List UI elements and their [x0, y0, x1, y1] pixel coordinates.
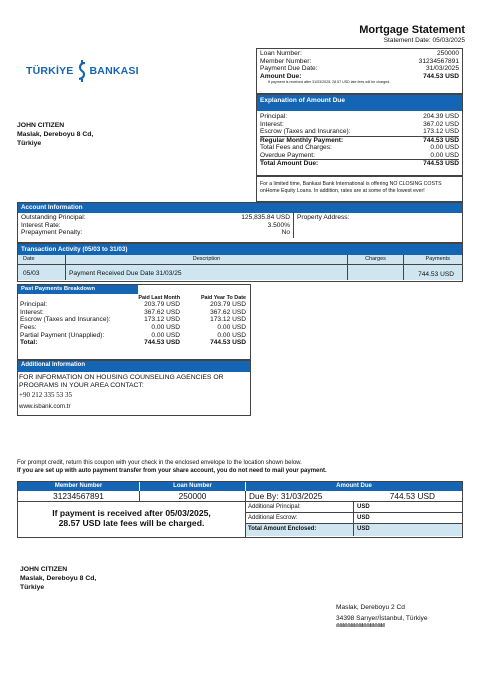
- add-escrow-input[interactable]: USD: [353, 513, 453, 523]
- pp-partial-last: 0.00 USD: [151, 331, 180, 339]
- bank-logo: TÜRKİYE BANKASI: [26, 60, 139, 82]
- coupon-due-by: Due By: 31/03/2025: [249, 491, 323, 501]
- return-address: [336, 603, 428, 629]
- mail-address-line2: Türkiye: [20, 584, 45, 592]
- coupon-late-warning-1: If payment is received after 05/03/2025,: [52, 508, 211, 518]
- acct-principal-value: 125,835.84 USD: [241, 214, 290, 221]
- additional-info-box: [17, 360, 251, 416]
- counseling-phone: +90 212 335 53 35: [19, 391, 72, 400]
- borrower-address-line2: Türkiye: [17, 140, 42, 148]
- statement-date: Statement Date: 05/03/2025: [383, 37, 465, 44]
- account-info-box: [17, 202, 463, 243]
- exp-total-label: Total Amount Due:: [260, 160, 319, 168]
- additional-info-header: Additional Information: [18, 361, 250, 372]
- loan-number-value: 250000: [436, 50, 459, 57]
- exp-escrow-value: 173.12 USD: [423, 128, 459, 136]
- postal-barcode: ıllıllıllıllıllıllıllıllıllıllıllıllıllıllıllıllıllıll: [336, 623, 385, 630]
- bank-website[interactable]: www.isbank.com.tr: [19, 402, 71, 410]
- coupon-amount: 744.53 USD: [389, 491, 435, 501]
- transaction-header: Transaction Activity (05/03 to 31/03): [18, 244, 462, 255]
- col-payments-header: Payments: [425, 256, 450, 262]
- coupon-loan-number: 250000: [140, 491, 246, 501]
- loan-info-box: [256, 48, 463, 94]
- borrower-address: [17, 121, 93, 149]
- exp-principal-label: Principal:: [260, 113, 288, 120]
- pp-fees-label: Fees:: [20, 323, 37, 331]
- pp-interest-last: 367.62 USD: [144, 308, 180, 316]
- exp-escrow-label: Escrow (Taxes and Insurance):: [260, 128, 351, 136]
- exp-fees-label: Total Fees and Charges:: [260, 144, 332, 152]
- past-payments-box: [17, 284, 251, 360]
- member-number-label: Member Number:: [260, 57, 312, 65]
- counseling-text-2: PROGRAMS IN YOUR AREA CONTACT:: [19, 382, 144, 390]
- coupon-col-amount: Amount Due: [336, 483, 372, 489]
- pp-total-last: 744.53 USD: [144, 339, 180, 347]
- exp-interest-value: 367.02 USD: [423, 120, 459, 128]
- table-row: [18, 265, 462, 280]
- exp-regular-label: Regular Monthly Payment:: [260, 136, 344, 144]
- mail-address-line1: Maslak, Dereboyu 8 Cd,: [20, 575, 97, 583]
- pp-escrow-label: Escrow (Taxes and Insurance):: [20, 316, 111, 324]
- exp-overdue-value: 0.00 USD: [430, 151, 459, 159]
- add-principal-label: Additional Principal:: [248, 504, 301, 510]
- amount-due-label: Amount Due:: [260, 72, 302, 80]
- acct-penalty-value: No: [281, 229, 290, 237]
- pp-principal-label: Principal:: [20, 301, 48, 309]
- col-date-header: Date: [18, 255, 66, 264]
- pp-partial-ytd: 0.00 USD: [217, 331, 246, 339]
- acct-principal-label: Outstanding Principal:: [21, 214, 86, 221]
- statement-title: Mortgage Statement: [359, 24, 465, 36]
- pp-fees-ytd: 0.00 USD: [217, 323, 246, 331]
- coupon-instruction-1: For prompt credit, return this coupon with your check in the enclosed envelope to the location shown below.: [17, 460, 302, 466]
- late-fee-note: If payment is received after 31/03/2025, 28.57 USD late fees will be charged.: [268, 80, 391, 85]
- exp-total-value: 744.53 USD: [423, 160, 459, 168]
- txn-payments: 744.53 USD: [418, 271, 454, 278]
- pp-escrow-ytd: 173.12 USD: [210, 316, 246, 324]
- explanation-header: Explanation of Amount Due: [257, 95, 462, 111]
- borrower-name: JOHN CITIZEN: [17, 122, 65, 129]
- total-enclosed-label: Total Amount Enclosed:: [248, 526, 317, 532]
- counseling-text-1: FOR INFORMATION ON HOUSING COUNSELING AGENCIES OR: [19, 374, 224, 381]
- col-paid-last-month: Paid Last Month: [138, 295, 180, 301]
- acct-rate-value: 3.500%: [267, 221, 290, 229]
- col-description-header: Description: [66, 255, 348, 264]
- pp-principal-last: 203.79 USD: [144, 301, 180, 309]
- acct-penalty-label: Prepayment Penalty:: [21, 229, 83, 237]
- add-escrow-label: Additional Escrow:: [248, 515, 298, 521]
- coupon-col-member: Member Number: [18, 482, 140, 491]
- col-charges-header: Charges: [348, 255, 404, 264]
- pp-escrow-last: 173.12 USD: [144, 316, 180, 324]
- txn-charges: [348, 265, 404, 280]
- property-address-label: Property Address:: [297, 214, 350, 221]
- due-date-label: Payment Due Date:: [260, 65, 318, 73]
- exp-regular-value: 744.53 USD: [423, 136, 459, 144]
- borrower-address-line1: Maslak, Dereboyu 8 Cd,: [17, 131, 94, 139]
- amount-due-value: 744.53 USD: [423, 72, 459, 80]
- add-principal-input[interactable]: USD: [353, 502, 453, 512]
- mailing-address: [20, 565, 96, 593]
- return-address-line2: 34398 Sarıyer/İstanbul, Türkiye: [336, 614, 428, 622]
- pp-total-ytd: 744.53 USD: [210, 339, 246, 347]
- pp-interest-label: Interest:: [20, 308, 44, 316]
- txn-date: 05/03: [18, 265, 66, 280]
- payment-coupon: [17, 481, 463, 538]
- due-date-value: 31/03/2025: [425, 65, 459, 73]
- pp-interest-ytd: 367.62 USD: [210, 308, 246, 316]
- loan-number-label: Loan Number:: [260, 50, 302, 57]
- account-info-header: Account Information: [18, 203, 462, 213]
- total-enclosed-input[interactable]: USD: [353, 524, 453, 536]
- logo-mark-icon: [75, 59, 89, 83]
- member-number-value: 31234567891: [418, 57, 459, 65]
- pp-principal-ytd: 203.79 USD: [210, 301, 246, 309]
- coupon-instruction-2: If you are set up with auto payment transfer from your share account, you do not need to mail your payment.: [17, 468, 327, 474]
- return-address-line1: Maslak, Dereboyu 2 Cd: [336, 604, 405, 611]
- exp-fees-value: 0.00 USD: [430, 144, 459, 152]
- coupon-member-number: 31234567891: [18, 491, 140, 501]
- col-paid-ytd: Paid Year To Date: [200, 295, 246, 301]
- exp-principal-value: 204.39 USD: [423, 113, 459, 120]
- past-payments-header: Past Payments Breakdown: [18, 285, 138, 294]
- pp-fees-last: 0.00 USD: [151, 323, 180, 331]
- pp-total-label: Total:: [20, 339, 38, 347]
- mail-name: JOHN CITIZEN: [20, 566, 68, 573]
- exp-interest-label: Interest:: [260, 120, 284, 128]
- promo-box: [256, 176, 463, 202]
- transaction-box: [17, 243, 463, 282]
- promo-text: For a limited time, Bankasi Bank International is offering NO CLOSING COSTS onHome Equity Loans. In addition, rates are at some of the lowest ever!: [260, 181, 442, 194]
- pp-partial-label: Partial Payment (Unapplied):: [20, 331, 105, 339]
- coupon-col-loan: Loan Number: [140, 482, 246, 491]
- txn-description: Payment Received Due Date 31/03/25: [66, 265, 348, 280]
- coupon-late-warning-2: 28.57 USD late fees will be charged.: [58, 518, 205, 529]
- explanation-box: [256, 94, 463, 176]
- exp-overdue-label: Overdue Payment:: [260, 151, 315, 159]
- acct-rate-label: Interest Rate:: [21, 221, 61, 229]
